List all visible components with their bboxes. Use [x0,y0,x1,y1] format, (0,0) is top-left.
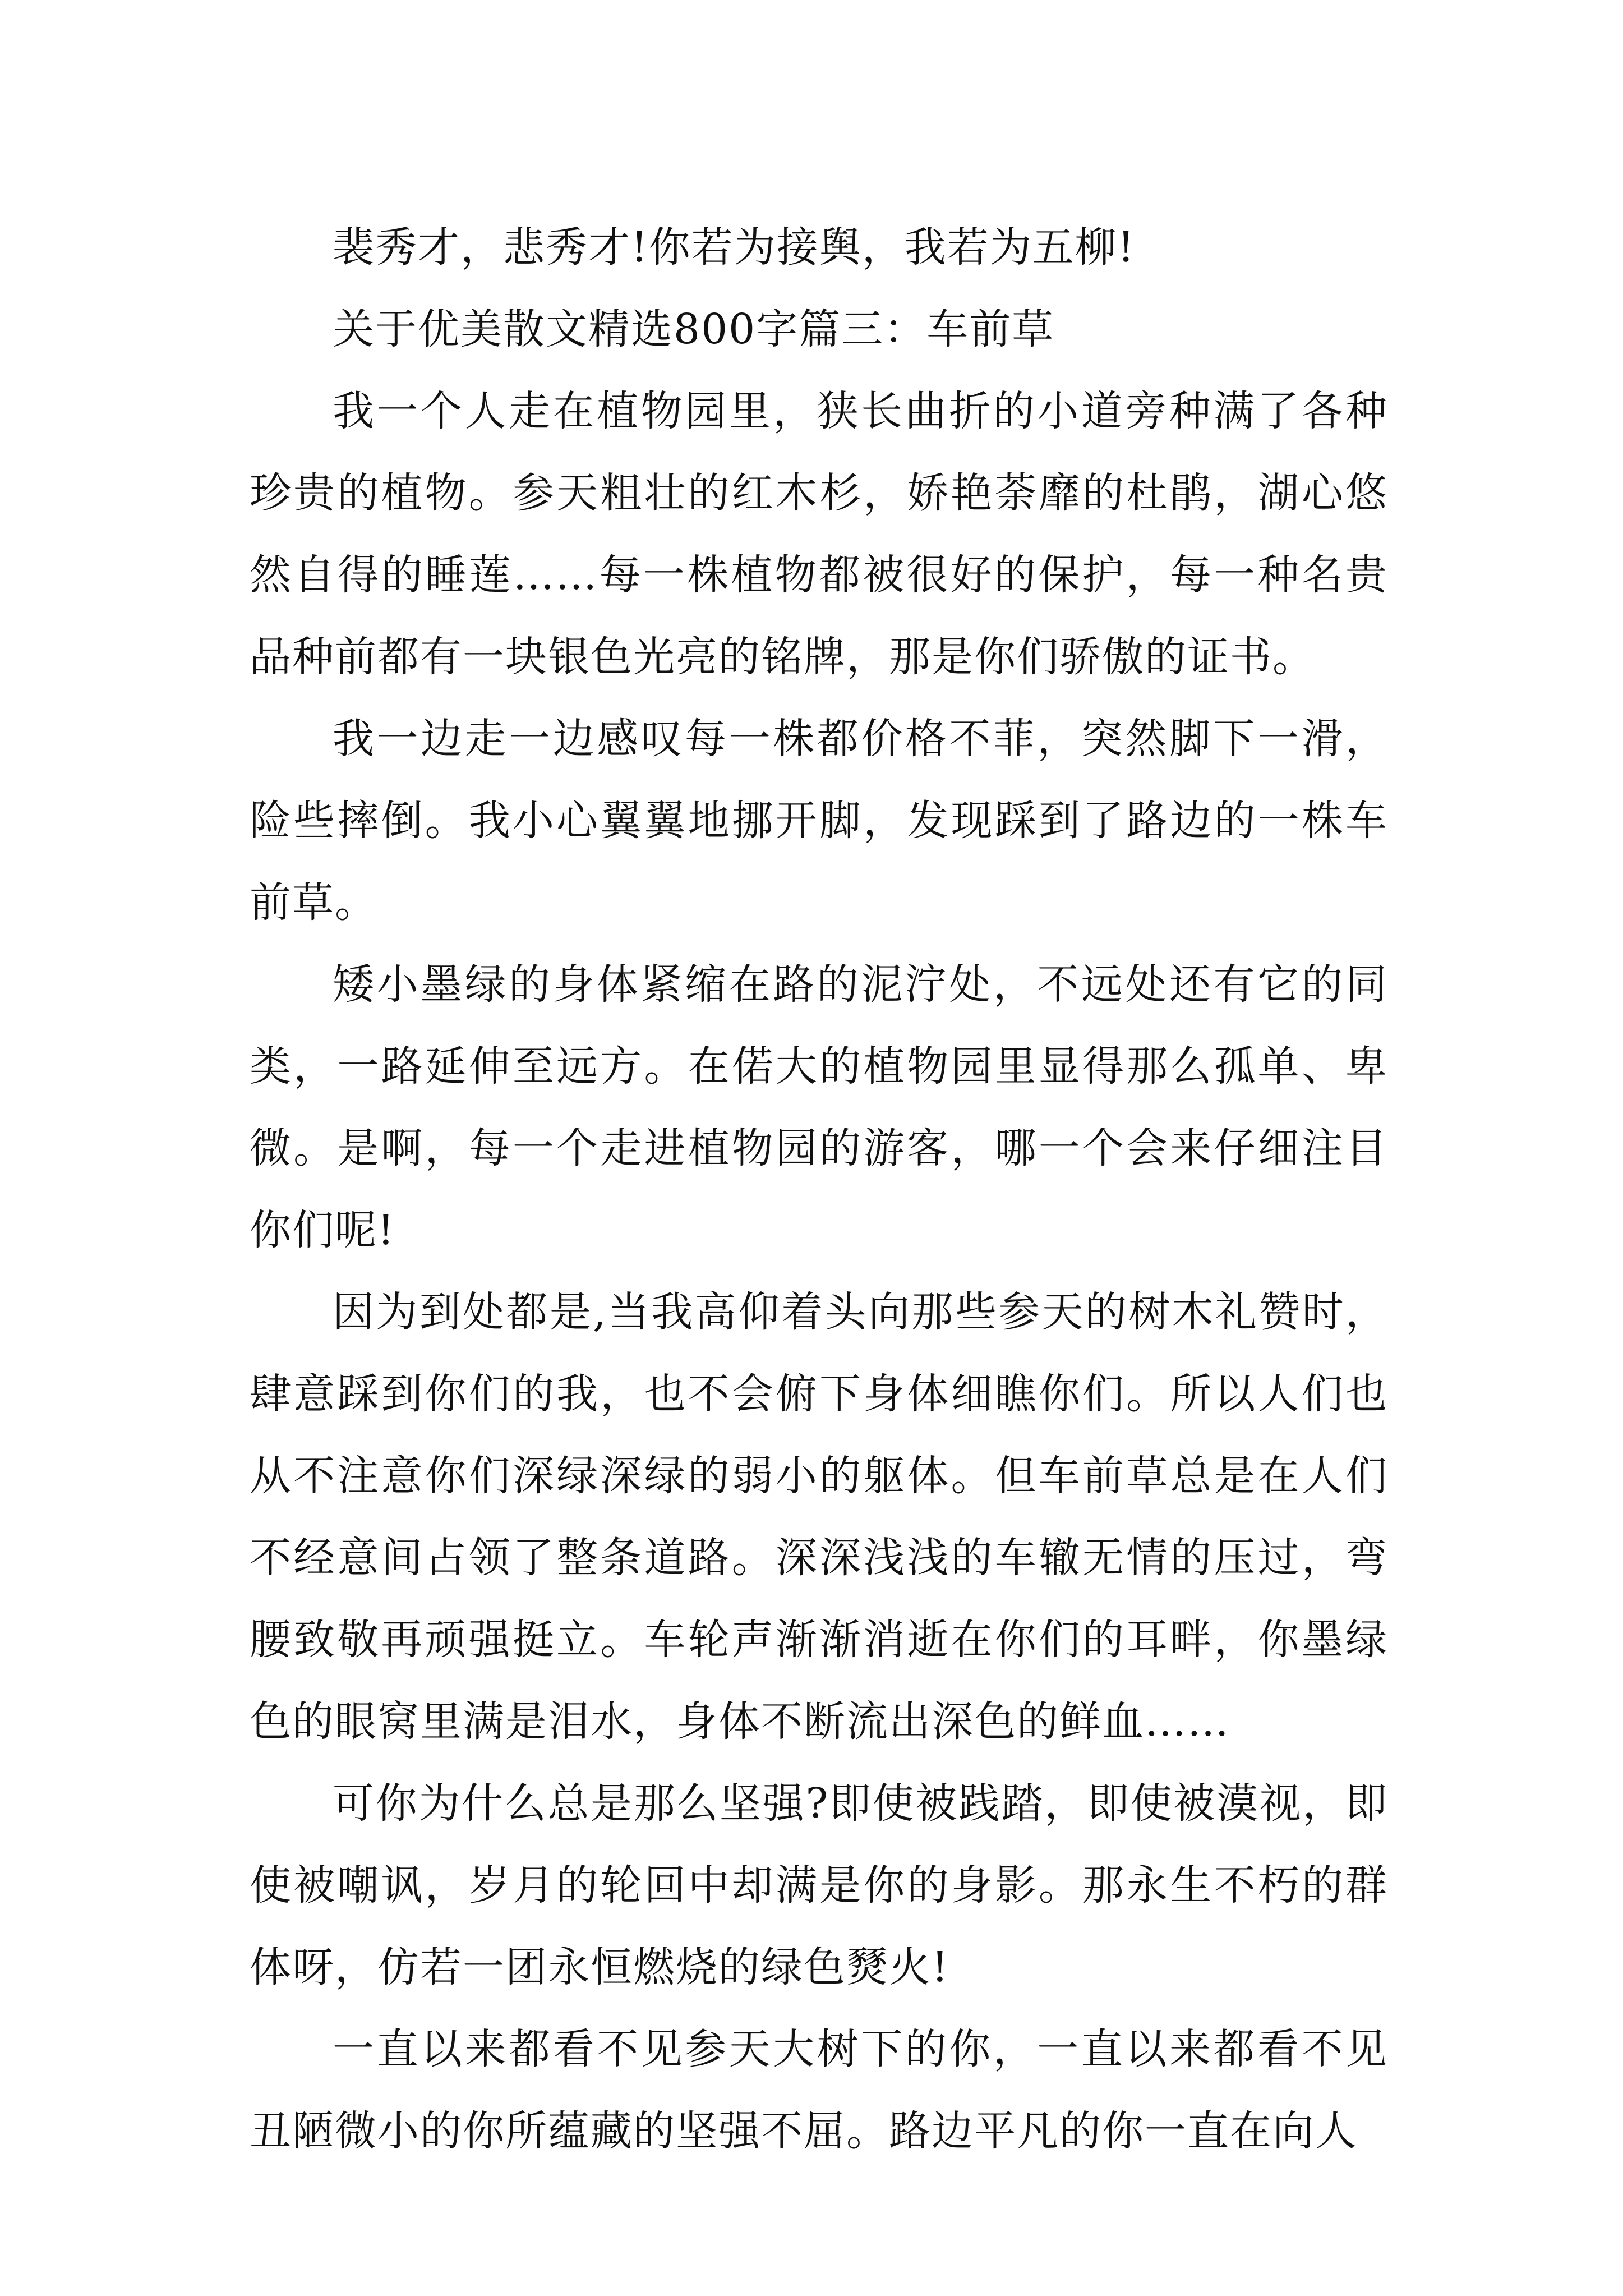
essay-body [250,206,1388,2172]
paragraph-7: 可你为什么总是那么坚强?即使被践踏，即使被漠视，即使被嘲讽，岁月的轮回中却满是你的身影。那永生不朽的群体呀，仿若一团永恒燃烧的绿色燹火! [250,1779,1388,1991]
paragraph-3: 我一个人走在植物园里，狭长曲折的小道旁种满了各种珍贵的植物。参天粗壮的红木杉，娇艳荼靡的杜鹃，湖心悠然自得的睡莲……每一株植物都被很好的保护，每一种名贵品种前都有一块银色光亮的铭牌，那是你们骄傲的证书。 [250,387,1388,681]
paragraph-1: 裴秀才，悲秀才!你若为接舆，我若为五柳! [333,223,1136,272]
paragraph-6: 因为到处都是,当我高仰着头向那些参天的树木礼赞时，肆意踩到你们的我，也不会俯下身体细瞧你们。所以人们也从不注意你们深绿深绿的弱小的躯体。但车前草总是在人们不经意间占领了整条道路。深深浅浅的车辙无情的压过，弯腰致敬再顽强挺立。车轮声渐渐消逝在你们的耳畔，你墨绿色的眼窝里满是泪水，身体不断流出深色的鲜血…… [250,1288,1388,1746]
paragraph-5: 矮小墨绿的身体紧缩在路的泥泞处，不远处还有它的同类，一路延伸至远方。在偌大的植物园里显得那么孤单、卑微。是啊，每一个走进植物园的游客，哪一个会来仔细注目你们呢! [250,960,1388,1254]
paragraph-4: 我一边走一边感叹每一株都价格不菲，突然脚下一滑，险些摔倒。我小心翼翼地挪开脚，发现踩到了路边的一株车前草。 [250,715,1388,927]
section-heading: 关于优美散文精选800字篇三：车前草 [333,305,1055,353]
paragraph-8: 一直以来都看不见参天大树下的你，一直以来都看不见丑陋微小的你所蕴藏的坚强不屈。路边平凡的你一直在向人 [250,2025,1388,2155]
